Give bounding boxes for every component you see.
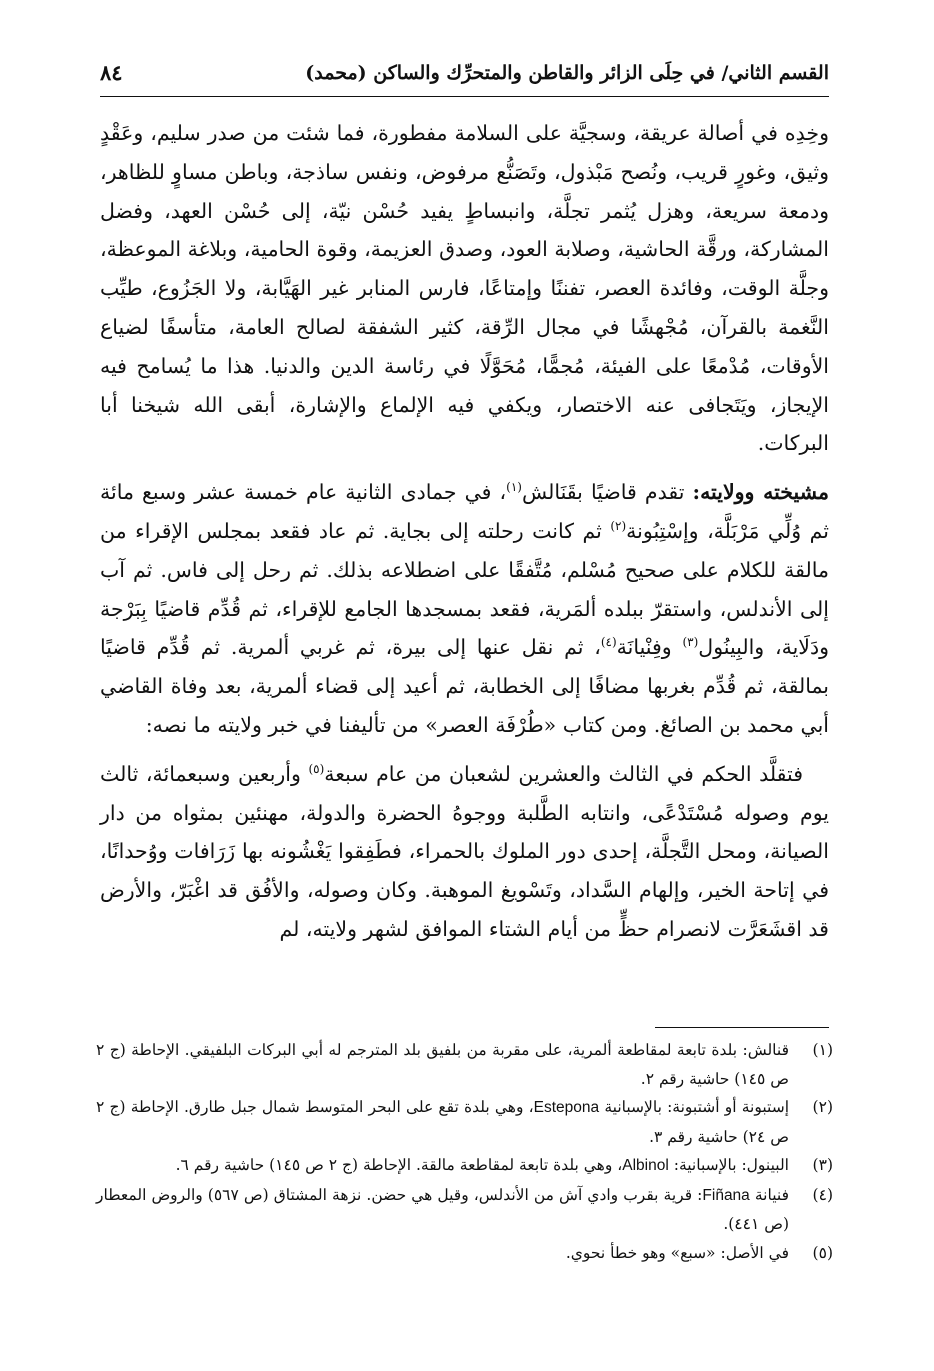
footnote-ref-3: (٣) xyxy=(682,635,699,650)
footnote-text: إستبونة أو أشتبونة: بالإسبانية xyxy=(599,1098,789,1116)
footnote-number: (٢) xyxy=(812,1098,833,1116)
paragraph-2-text-d: وفِنْيانَة xyxy=(616,635,683,660)
footnote-4 xyxy=(96,1181,833,1239)
footnote-1 xyxy=(96,1036,833,1093)
paragraph-3 xyxy=(100,755,829,949)
paragraph-2 xyxy=(100,473,829,745)
footnote-number: (٣) xyxy=(812,1156,833,1174)
latin-place-name: Albinol xyxy=(622,1157,669,1174)
page-number: ٨٤ xyxy=(100,60,123,85)
footnote-text-cont: ، وهي بلدة تابعة لمقاطعة مالقة. الإحاطة (ج ٢ ص ١٤٥) حاشية رقم ٦. xyxy=(175,1156,623,1174)
footnote-3 xyxy=(96,1151,833,1181)
footnote-text: في الأصل: «سبع» وهو خطأ نحوي. xyxy=(565,1243,789,1262)
footnote-divider xyxy=(655,1027,829,1028)
latin-place-name: Fiñana xyxy=(702,1186,750,1204)
section-heading: مشيخته وولايته: xyxy=(692,480,829,505)
footnote-ref-2: (٢) xyxy=(610,519,627,534)
running-header xyxy=(100,58,829,94)
footnotes xyxy=(96,1036,833,1267)
footnote-ref-5: (٥) xyxy=(308,761,325,776)
running-title: القسم الثاني/ في حِلَى الزائر والقاطن والمتحرِّك والساكن (محمد) xyxy=(305,62,829,84)
paragraph-2-text-c: ثم كانت رحلته إلى بجاية. ثم عاد فقعد بمجلس الإقراء من مالقة للكلام على صحيح مُسْلم، مُتَّفقًا على اضطلاعه بذلك. ثم رحل إلى فاس. ثم آب إلى الأندلس، واستقرّ ببلده ألمَرية، فقعد بمسجدها الجامع للإقراء، ثم قُدِّم قاضيًا بِبَرْجة ودَلَاية، والبِينُول xyxy=(100,518,829,660)
header-divider xyxy=(100,96,829,97)
footnote-text-cont: : قرية بقرب وادي آش من الأندلس، وقيل هي حضن. نزهة المشتاق (ص ٥٦٧) والروض المعطار (ص ٤٤١). xyxy=(96,1185,789,1233)
footnote-text-cont: ، وهي بلدة تقع على البحر المتوسط شمال جبل طارق. الإحاطة (ج ٢ ص ٢٤) حاشية رقم ٣. xyxy=(96,1098,789,1146)
latin-place-name: Estepona xyxy=(533,1099,600,1116)
footnote-ref-4: (٤) xyxy=(600,635,617,650)
footnote-5 xyxy=(96,1239,833,1268)
main-text xyxy=(100,114,829,949)
footnote-number: (١) xyxy=(812,1041,833,1059)
footnote-number: (٤) xyxy=(812,1185,833,1204)
paragraph-2-text-e: ، ثم نقل عنها إلى بيرة، ثم غربي ألمرية. ثم قُدِّم قاضيًا بمالقة، ثم قُدِّم بغربها مضافًا إلى الخطابة، ثم أعيد إلى قضاء ألمرية، بعد وفاة القاضي أبي محمد بن الصائغ. ومن كتاب «طُرْفَة العصر» من تأليفنا في خبر ولايته ما نصه: xyxy=(100,635,829,737)
paragraph-3-text-a: فتقلَّد الحكم في الثالث والعشرين لشعبان من عام سبعة xyxy=(324,761,803,786)
paragraph-2-text-b: ، في جمادى الثانية عام خمسة عشر وسبع مائة ثم وُلِّي مَرْبَلَّة، وإسْتِبُونة xyxy=(100,480,829,543)
footnote-2 xyxy=(96,1093,833,1151)
paragraph-2-text-a: تقدم قاضيًا بقَنَالش xyxy=(521,480,693,505)
paragraph-3-text-b: وأربعين وسبعمائة، ثالث يوم وصوله مُسْتَدْعًى، وانتابه الطَّلبة ووجوهُ الحضرة والدولة، مهنئين بمثواه من دار الصيانة، ومحل التَّجلَّة، إحدى دور الملوك بالحمراء، فطَفِقوا يَغْشُونه بها زَرَافات ووُحدانًا، في إتاحة الخير، وإلهام السَّداد، وتَسْويغ الموهبة. وكان وصوله، والأفُق قد اغْبَرّ، والأرض قد اقشَعَرَّت لانصرام حظٍّ من أيام الشتاء الموافق لشهر ولايته، لم xyxy=(100,761,829,941)
footnote-text: البينول: بالإسبانية: xyxy=(668,1156,789,1174)
footnote-text: فنيانة xyxy=(749,1185,789,1204)
paragraph-1: وخِدِه في أصالة عريقة، وسجيَّة على السلامة مفطورة، فما شئت من صدر سليم، وعَقْدٍ وثيق، وغورٍ قريب، ونُصح مَبْذول، وتَصَنُّع مرفوض، ونفس ساذجة، وباطن مساوٍ للظاهر، ودمعة سريعة، وهزل يُثمر تجلَّة، وانبساطٍ يفيد حُسْن نيّة، إلى حُسْن العهد، وفضل المشاركة، ورقَّة الحاشية، وصلابة العود، وصدق العزيمة، وقوة الحامية، وبلاغة الموعظة، وجلَّة الوقت، وفائدة العصر، تفننًا وإمتاعًا، فارس المنابر غير الهَيَّابة، ولا الجَزُوع، طيِّب النَّغمة بالقرآن، مُجْهشًا في مجال الرِّقة، كثير الشفقة لصالح العامة، متأسفًا لضياع الأوقات، مُدْمعًا على الفيئة، مُجمًّا، مُحَوَّلًا في رئاسة الدين والدنيا. هذا ما يُسامح فيه الإيجاز، ويَتَجافى عنه الاختصار، ويكفي فيه الإلماع والإشارة، أبقى الله شيخنا أبا البركات. xyxy=(100,121,829,456)
footnote-ref-1: (١) xyxy=(506,480,522,495)
footnote-text: قنالش: بلدة تابعة لمقاطعة ألمرية، على مقربة من بلفيق بلد المترجم له أبي البركات البلفيقي. الإحاطة (ج ٢ ص ١٤٥) حاشية رقم ٢. xyxy=(96,1041,789,1088)
footnote-number: (٥) xyxy=(812,1243,833,1262)
